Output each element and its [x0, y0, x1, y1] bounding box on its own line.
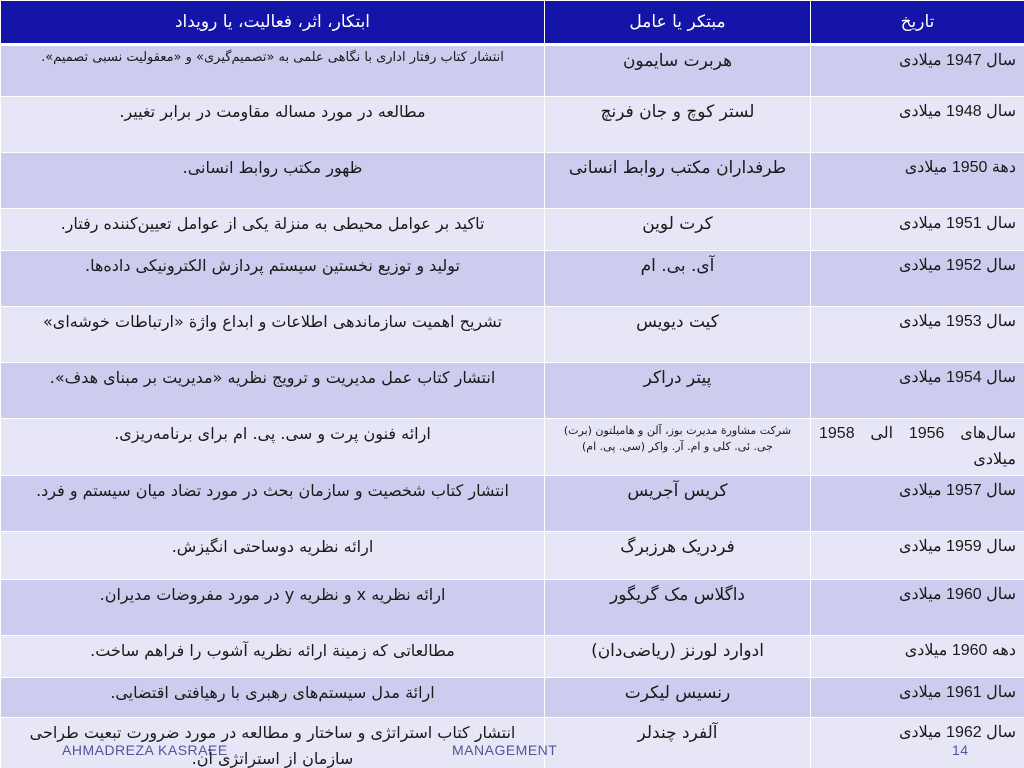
- row-date: سال 1947 میلادی: [811, 45, 1024, 97]
- row-event: تاکید بر عوامل محیطی به منزلة یکی از عوامل تعیین‌کننده رفتار.: [1, 209, 545, 251]
- row-date: دهة 1950 میلادی: [811, 153, 1024, 209]
- row-date: سال 1959 میلادی: [811, 532, 1024, 580]
- table-row: [1, 45, 1024, 97]
- row-date: سال 1962 میلادی: [811, 718, 1024, 768]
- table-row: [1, 636, 1024, 678]
- row-actor: پیتر دراکر: [545, 363, 811, 419]
- row-date: سال 1954 میلادی: [811, 363, 1024, 419]
- footer-author: AHMADREZA KASRAEE: [62, 742, 228, 758]
- row-actor: ادوارد لورنز (ریاضی‌دان): [545, 636, 811, 678]
- row-actor: کرت لوین: [545, 209, 811, 251]
- row-actor: فردریک هرزبرگ: [545, 532, 811, 580]
- row-event: ظهور مکتب روابط انسانی.: [1, 153, 545, 209]
- table-row: [1, 532, 1024, 580]
- table-row: [1, 419, 1024, 476]
- row-actor: داگلاس مک گریگور: [545, 580, 811, 636]
- table-row: [1, 97, 1024, 153]
- row-event: مطالعاتی که زمینة ارائه نظریه آشوب را فراهم ساخت.: [1, 636, 545, 678]
- header-actor: مبتکر یا عامل: [545, 1, 811, 45]
- row-event: ارائه فنون پرت و سی. پی. ام برای برنامه‌ریزی.: [1, 419, 545, 476]
- row-event: تشریح اهمیت سازماندهی اطلاعات و ابداع واژة «ارتباطات خوشه‌ای»: [1, 307, 545, 363]
- footer-title: MANAGEMENT: [452, 742, 558, 758]
- table-row: [1, 307, 1024, 363]
- row-actor: آلفرد چندلر: [545, 718, 811, 768]
- row-date: سال‌های 1956 الی 1958 میلادی: [811, 419, 1024, 476]
- table-row: [1, 209, 1024, 251]
- row-event: انتشار کتاب استراتژی و ساختار و مطالعه در مورد ضرورت تبعیت طراحی سازمان از استراتژی آن.: [1, 718, 545, 768]
- row-date: سال 1948 میلادی: [811, 97, 1024, 153]
- row-actor: لستر کوچ و جان فرنچ: [545, 97, 811, 153]
- table-row: [1, 363, 1024, 419]
- row-date: سال 1961 میلادی: [811, 678, 1024, 718]
- row-event: ارائة مدل سیستم‌های رهبری با رهیافتی اقتضایی.: [1, 678, 545, 718]
- row-date: سال 1951 میلادی: [811, 209, 1024, 251]
- row-actor: رنسیس لیکرت: [545, 678, 811, 718]
- page-number: 14: [952, 742, 969, 758]
- row-event: ارائه نظریه x و نظریه y در مورد مفروضات مدیران.: [1, 580, 545, 636]
- row-event: انتشار کتاب عمل مدیریت و ترویج نظریه «مدیریت بر مبنای هدف».: [1, 363, 545, 419]
- row-actor: کریس آجریس: [545, 476, 811, 532]
- row-actor: کیت دیویس: [545, 307, 811, 363]
- table-row: [1, 580, 1024, 636]
- row-date: دهه 1960 میلادی: [811, 636, 1024, 678]
- table-row: [1, 718, 1024, 768]
- row-event: انتشار کتاب رفتار اداری با نگاهی علمی به «تصمیم‌گیری» و «معقولیت نسبی تصمیم».: [1, 45, 545, 97]
- row-actor: آی. بی. ام: [545, 251, 811, 307]
- row-actor: هربرت سایمون: [545, 45, 811, 97]
- table-row: [1, 476, 1024, 532]
- row-actor: شرکت مشاورة مدیرت بوز، آلن و هامیلتون (برت) جی. ئی. کلی و ام. آر. واکر (سی. پی. ام): [545, 419, 811, 476]
- header-event: ابتکار، اثر، فعالیت، یا رویداد: [1, 1, 545, 45]
- row-event: ارائه نظریه دوساحتی انگیزش.: [1, 532, 545, 580]
- row-actor: طرفداران مکتب روابط انسانی: [545, 153, 811, 209]
- header-date: تاریخ: [811, 1, 1024, 45]
- table-row: [1, 153, 1024, 209]
- row-date: سال 1952 میلادی: [811, 251, 1024, 307]
- row-date: سال 1957 میلادی: [811, 476, 1024, 532]
- row-event: انتشار کتاب شخصیت و سازمان بحث در مورد تضاد میان سیستم و فرد.: [1, 476, 545, 532]
- row-date: سال 1953 میلادی: [811, 307, 1024, 363]
- row-event: مطالعه در مورد مساله مقاومت در برابر تغییر.: [1, 97, 545, 153]
- table-row: [1, 251, 1024, 307]
- table-header-row: [1, 1, 1024, 45]
- table-row: [1, 678, 1024, 718]
- row-event: تولید و توزیع نخستین سیستم پردازش الکترونیکی داده‌ها.: [1, 251, 545, 307]
- row-date: سال 1960 میلادی: [811, 580, 1024, 636]
